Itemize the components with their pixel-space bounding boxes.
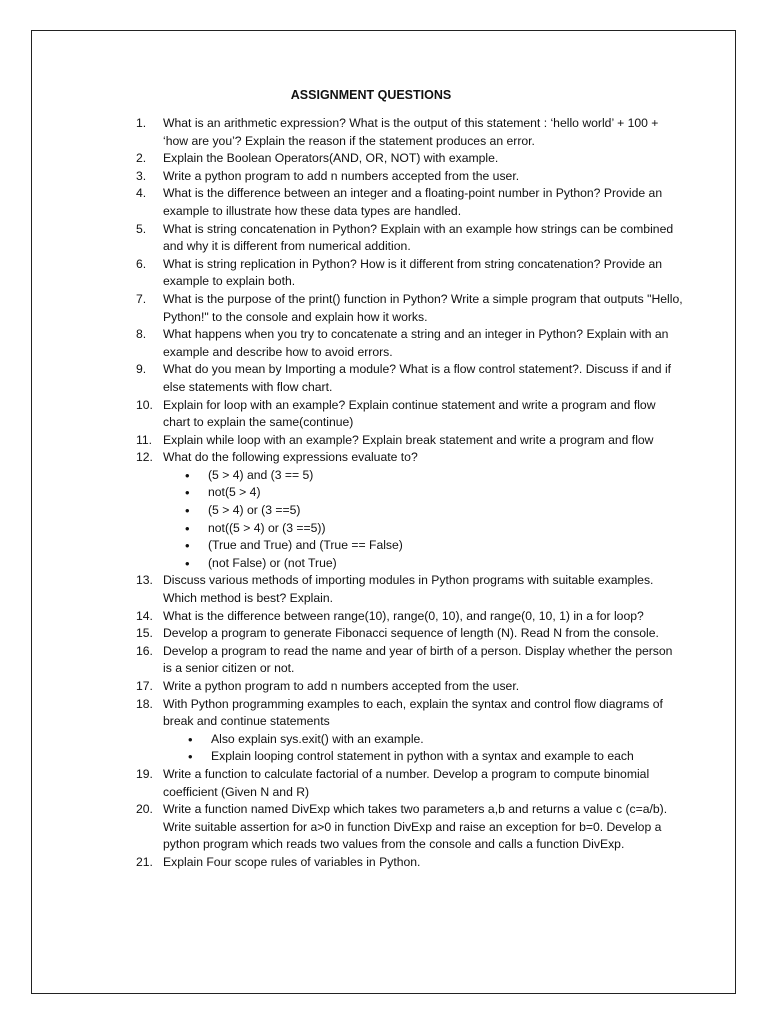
- question-body: [163, 696, 684, 766]
- question-19: [136, 766, 684, 801]
- question-12: [136, 449, 684, 572]
- question-number: 12.: [136, 450, 153, 465]
- question-number: 8.: [136, 327, 147, 342]
- question-text: Develop a program to read the name and year of birth of a person. Display whether the person is a senior citizen or not.: [163, 643, 673, 676]
- question-8: [136, 326, 684, 361]
- question-14: [136, 608, 684, 626]
- question-10: [136, 397, 684, 432]
- question-text: Write a function to calculate factorial of a number. Develop a program to compute binomial coefficient (Given N and R): [163, 766, 650, 799]
- question-number: 5.: [136, 221, 147, 236]
- question-9: [136, 361, 684, 396]
- subquestion-item: [163, 731, 684, 749]
- question-text: Explain for loop with an example? Explain continue statement and write a program and flow chart to explain the same(continue): [163, 397, 656, 430]
- question-number: 1.: [136, 116, 147, 130]
- question-text: Write a function named DivExp which takes two parameters a,b and returns a value c (c=a/b). Write suitable assertion for a>0 in function DivExp and raise an exception for b=0. Develop a python program which reads two values from the console and calls a function DivExp.: [163, 802, 668, 852]
- bullet-icon: •: [188, 731, 193, 747]
- question-4: [136, 185, 684, 220]
- expression-item: [163, 467, 684, 485]
- question-7: [136, 291, 684, 326]
- question-text: What is the difference between range(10), range(0, 10), and range(0, 10, 1) in a for loop?: [163, 608, 644, 623]
- question-number: 3.: [136, 168, 147, 183]
- question-text: What is string concatenation in Python? Explain with an example how strings can be combined and why it is different from numerical addition.: [163, 221, 674, 254]
- subquestion-list: [163, 731, 684, 766]
- question-body: [163, 449, 684, 572]
- expression-item: [163, 502, 684, 520]
- question-number: 13.: [136, 573, 153, 588]
- bullet-icon: •: [185, 555, 190, 571]
- subquestion-item: [163, 748, 684, 766]
- expression-text: not(5 > 4): [208, 485, 261, 500]
- question-number: 11.: [136, 432, 153, 447]
- bullet-icon: •: [185, 467, 190, 483]
- question-number: 18.: [136, 696, 153, 711]
- question-text: Discuss various methods of importing modules in Python programs with suitable examples. Which method is best? Explain.: [163, 573, 654, 606]
- question-text: Explain the Boolean Operators(AND, OR, NOT) with example.: [163, 151, 499, 166]
- question-5: [136, 221, 684, 256]
- question-13: [136, 572, 684, 607]
- question-2: [136, 150, 684, 168]
- question-17: [136, 678, 684, 696]
- question-number: 20.: [136, 802, 153, 817]
- question-1: [136, 115, 684, 150]
- question-text: What do the following expressions evaluate to?: [163, 450, 418, 465]
- expression-item: [163, 520, 684, 538]
- expression-text: (5 > 4) or (3 ==5): [208, 503, 301, 518]
- question-6: [136, 256, 684, 291]
- question-3: [136, 168, 684, 186]
- expression-list: [163, 467, 684, 573]
- question-number: 2.: [136, 151, 147, 166]
- question-number: 15.: [136, 626, 153, 641]
- question-text: Write a python program to add n numbers accepted from the user.: [163, 168, 520, 183]
- question-text: Develop a program to generate Fibonacci sequence of length (N). Read N from the console.: [163, 626, 659, 641]
- question-11: [136, 432, 684, 450]
- question-number: 21.: [136, 854, 153, 869]
- document-title: ASSIGNMENT QUESTIONS: [290, 88, 452, 102]
- bullet-icon: •: [185, 485, 190, 501]
- question-text: Explain Four scope rules of variables in Python.: [163, 854, 421, 869]
- question-number: 10.: [136, 397, 153, 412]
- question-number: 19.: [136, 766, 153, 781]
- question-16: [136, 643, 684, 678]
- question-number: 4.: [136, 186, 147, 201]
- question-text: What is string replication in Python? How is it different from string concatenation? Provide an example to explain both.: [163, 256, 663, 289]
- question-number: 16.: [136, 643, 153, 658]
- question-number: 17.: [136, 679, 153, 693]
- expression-text: (5 > 4) and (3 == 5): [208, 467, 314, 482]
- expression-item: [163, 484, 684, 502]
- bullet-icon: •: [185, 503, 190, 519]
- expression-item: [163, 537, 684, 555]
- question-text: Write a python program to add n numbers accepted from the user.: [163, 679, 520, 693]
- question-15: [136, 625, 684, 643]
- bullet-icon: •: [185, 520, 190, 536]
- subquestion-text: Also explain sys.exit() with an example.: [211, 731, 424, 746]
- question-number: 14.: [136, 608, 153, 623]
- question-text: What is an arithmetic expression? What is the output of this statement : ‘hello world’ + 100 + ‘how are you’? Explain the reason if the statement produces an error.: [163, 116, 659, 148]
- question-number: 7.: [136, 291, 147, 306]
- question-text: What do you mean by Importing a module? What is a flow control statement?. Discuss if and if else statements with flow chart.: [163, 362, 672, 394]
- question-list: [136, 115, 684, 872]
- bullet-icon: •: [185, 538, 190, 554]
- question-text: What happens when you try to concatenate a string and an integer in Python? Explain with an example and describe how to avoid errors.: [163, 327, 669, 359]
- bullet-icon: •: [188, 749, 193, 765]
- question-text: Explain while loop with an example? Explain break statement and write a program and flow: [163, 432, 654, 447]
- expression-text: not((5 > 4) or (3 ==5)): [208, 520, 326, 535]
- expression-text: (True and True) and (True == False): [208, 538, 403, 553]
- question-number: 9.: [136, 362, 147, 377]
- subquestion-text: Explain looping control statement in python with a syntax and example to each: [211, 749, 634, 764]
- question-20: [136, 801, 684, 854]
- question-text: What is the difference between an integer and a floating-point number in Python? Provide an example to illustrate how these data types are handled.: [163, 186, 663, 218]
- question-text: What is the purpose of the print() function in Python? Write a simple program that outputs "Hello, Python!" to the console and explain how it works.: [163, 291, 683, 324]
- expression-text: (not False) or (not True): [208, 555, 337, 570]
- expression-item: [163, 555, 684, 573]
- question-text: With Python programming examples to each, explain the syntax and control flow diagrams of break and continue statements: [163, 696, 663, 729]
- question-18: [136, 696, 684, 766]
- question-21: [136, 854, 684, 872]
- question-number: 6.: [136, 256, 147, 271]
